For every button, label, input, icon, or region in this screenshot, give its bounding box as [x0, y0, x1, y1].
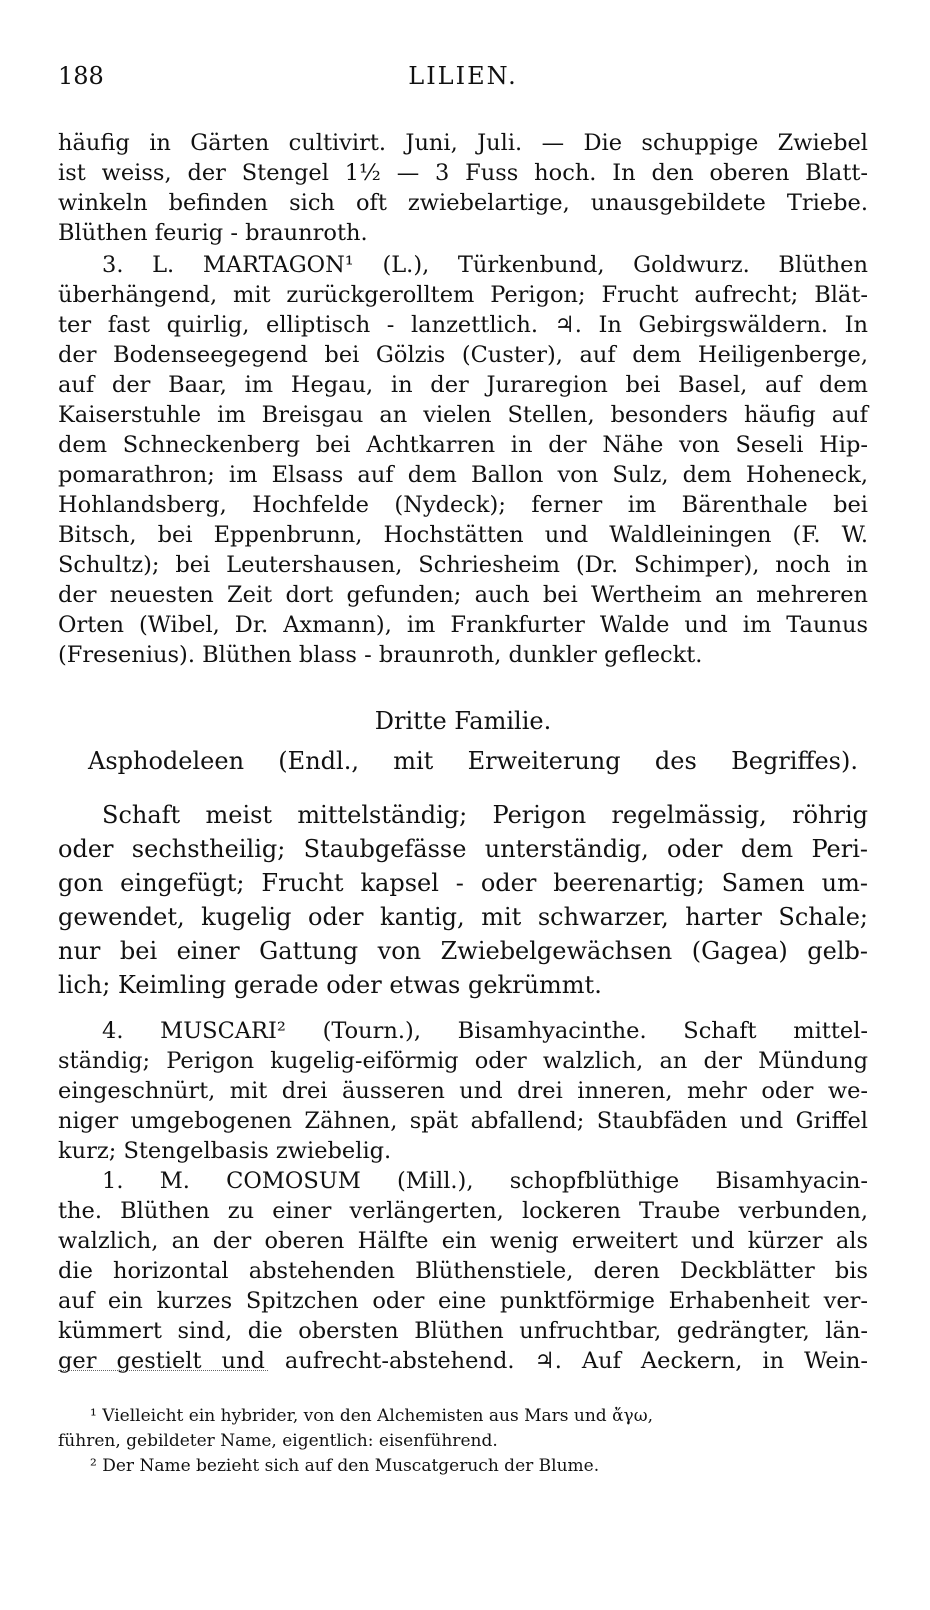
text-line: auf ein kurzes Spitzchen oder eine punktförmige Erhabenheit ver- [58, 1288, 868, 1314]
text-line: Schultz); bei Leutershausen, Schriesheim (Dr. Schimper), noch in [58, 552, 868, 578]
text-line: lich; Keimling gerade oder etwas gekrümmt. [58, 971, 602, 999]
text-line: ter fast quirlig, elliptisch - lanzettlich. ♃. In Gebirgswäldern. In [58, 312, 868, 338]
text-line: dem Schneckenberg bei Achtkarren in der Nähe von Seseli Hip- [58, 432, 868, 458]
family-title: Asphodeleen (Endl., mit Erweiterung des Begriffes). [88, 747, 858, 775]
footnote-continuation: führen, gebildeter Name, eigentlich: eisenführend. [58, 1431, 498, 1451]
text-line: 1. M. COMOSUM (Mill.), schopfblüthige Bisamhyacin- [102, 1168, 868, 1194]
text-line: Blüthen feurig - braunroth. [58, 220, 368, 246]
text-line: häufig in Gärten cultivirt. Juni, Juli. — Die schuppige Zwiebel [58, 130, 868, 156]
text-line: winkeln befinden sich oft zwiebelartige, unausgebildete Triebe. [58, 190, 868, 216]
text-line: 3. L. MARTAGON¹ (L.), Türkenbund, Goldwurz. Blüthen [102, 252, 868, 278]
text-line: eingeschnürt, mit drei äusseren und drei inneren, mehr oder we- [58, 1078, 868, 1104]
text-line: niger umgebogenen Zähnen, spät abfallend; Staubfäden und Griffel [58, 1108, 868, 1134]
footnote-rule [58, 1370, 268, 1371]
text-line: gon eingefügt; Frucht kapsel - oder beerenartig; Samen um- [58, 869, 868, 897]
running-title: LILIEN. [408, 62, 518, 90]
text-line: der neuesten Zeit dort gefunden; auch bei Wertheim an mehreren [58, 582, 868, 608]
footnote: ² Der Name bezieht sich auf den Muscatgeruch der Blume. [90, 1456, 600, 1476]
text-line: Hohlandsberg, Hochfelde (Nydeck); ferner im Bärenthale bei [58, 492, 868, 518]
text-line: walzlich, an der oberen Hälfte ein wenig erweitert und kürzer als [58, 1228, 868, 1254]
text-line: die horizontal abstehenden Blüthenstiele, deren Deckblätter bis [58, 1258, 868, 1284]
text-line: 4. MUSCARI² (Tourn.), Bisamhyacinthe. Schaft mittel- [102, 1018, 868, 1044]
text-line: Orten (Wibel, Dr. Axmann), im Frankfurter Walde und im Taunus [58, 612, 868, 638]
text-line: oder sechstheilig; Staubgefässe unterständig, oder dem Peri- [58, 835, 868, 863]
text-line: nur bei einer Gattung von Zwiebelgewächsen (Gagea) gelb- [58, 937, 868, 965]
page-number: 188 [58, 62, 104, 90]
text-line: Schaft meist mittelständig; Perigon regelmässig, röhrig [102, 801, 868, 829]
text-line: kurz; Stengelbasis zwiebelig. [58, 1138, 392, 1164]
text-line: (Fresenius). Blüthen blass - braunroth, dunkler gefleckt. [58, 642, 703, 668]
text-line: gewendet, kugelig oder kantig, mit schwarzer, harter Schale; [58, 903, 868, 931]
text-line: pomarathron; im Elsass auf dem Ballon von Sulz, dem Hoheneck, [58, 462, 868, 488]
text-line: Bitsch, bei Eppenbrunn, Hochstätten und Waldleiningen (F. W. [58, 522, 868, 548]
section-heading: Dritte Familie. [374, 707, 552, 735]
text-line: auf der Baar, im Hegau, in der Juraregion bei Basel, auf dem [58, 372, 868, 398]
text-line: the. Blüthen zu einer verlängerten, lockeren Traube verbunden, [58, 1198, 868, 1224]
page-header [58, 62, 868, 102]
text-line: kümmert sind, die obersten Blüthen unfruchtbar, gedrängter, län- [58, 1318, 868, 1344]
text-line: ger gestielt und aufrecht-abstehend. ♃. Auf Aeckern, in Wein- [58, 1348, 868, 1374]
text-line: überhängend, mit zurückgerolltem Perigon; Frucht aufrecht; Blät- [58, 282, 868, 308]
text-line: ist weiss, der Stengel 1½ — 3 Fuss hoch. In den oberen Blatt- [58, 160, 868, 186]
text-line: der Bodenseegegend bei Gölzis (Custer), auf dem Heiligenberge, [58, 342, 868, 368]
text-line: Kaiserstuhle im Breisgau an vielen Stellen, besonders häufig auf [58, 402, 868, 428]
footnote: ¹ Vielleicht ein hybrider, von den Alchemisten aus Mars und ἄγω, [90, 1406, 653, 1426]
text-line: ständig; Perigon kugelig-eiförmig oder walzlich, an der Mündung [58, 1048, 868, 1074]
